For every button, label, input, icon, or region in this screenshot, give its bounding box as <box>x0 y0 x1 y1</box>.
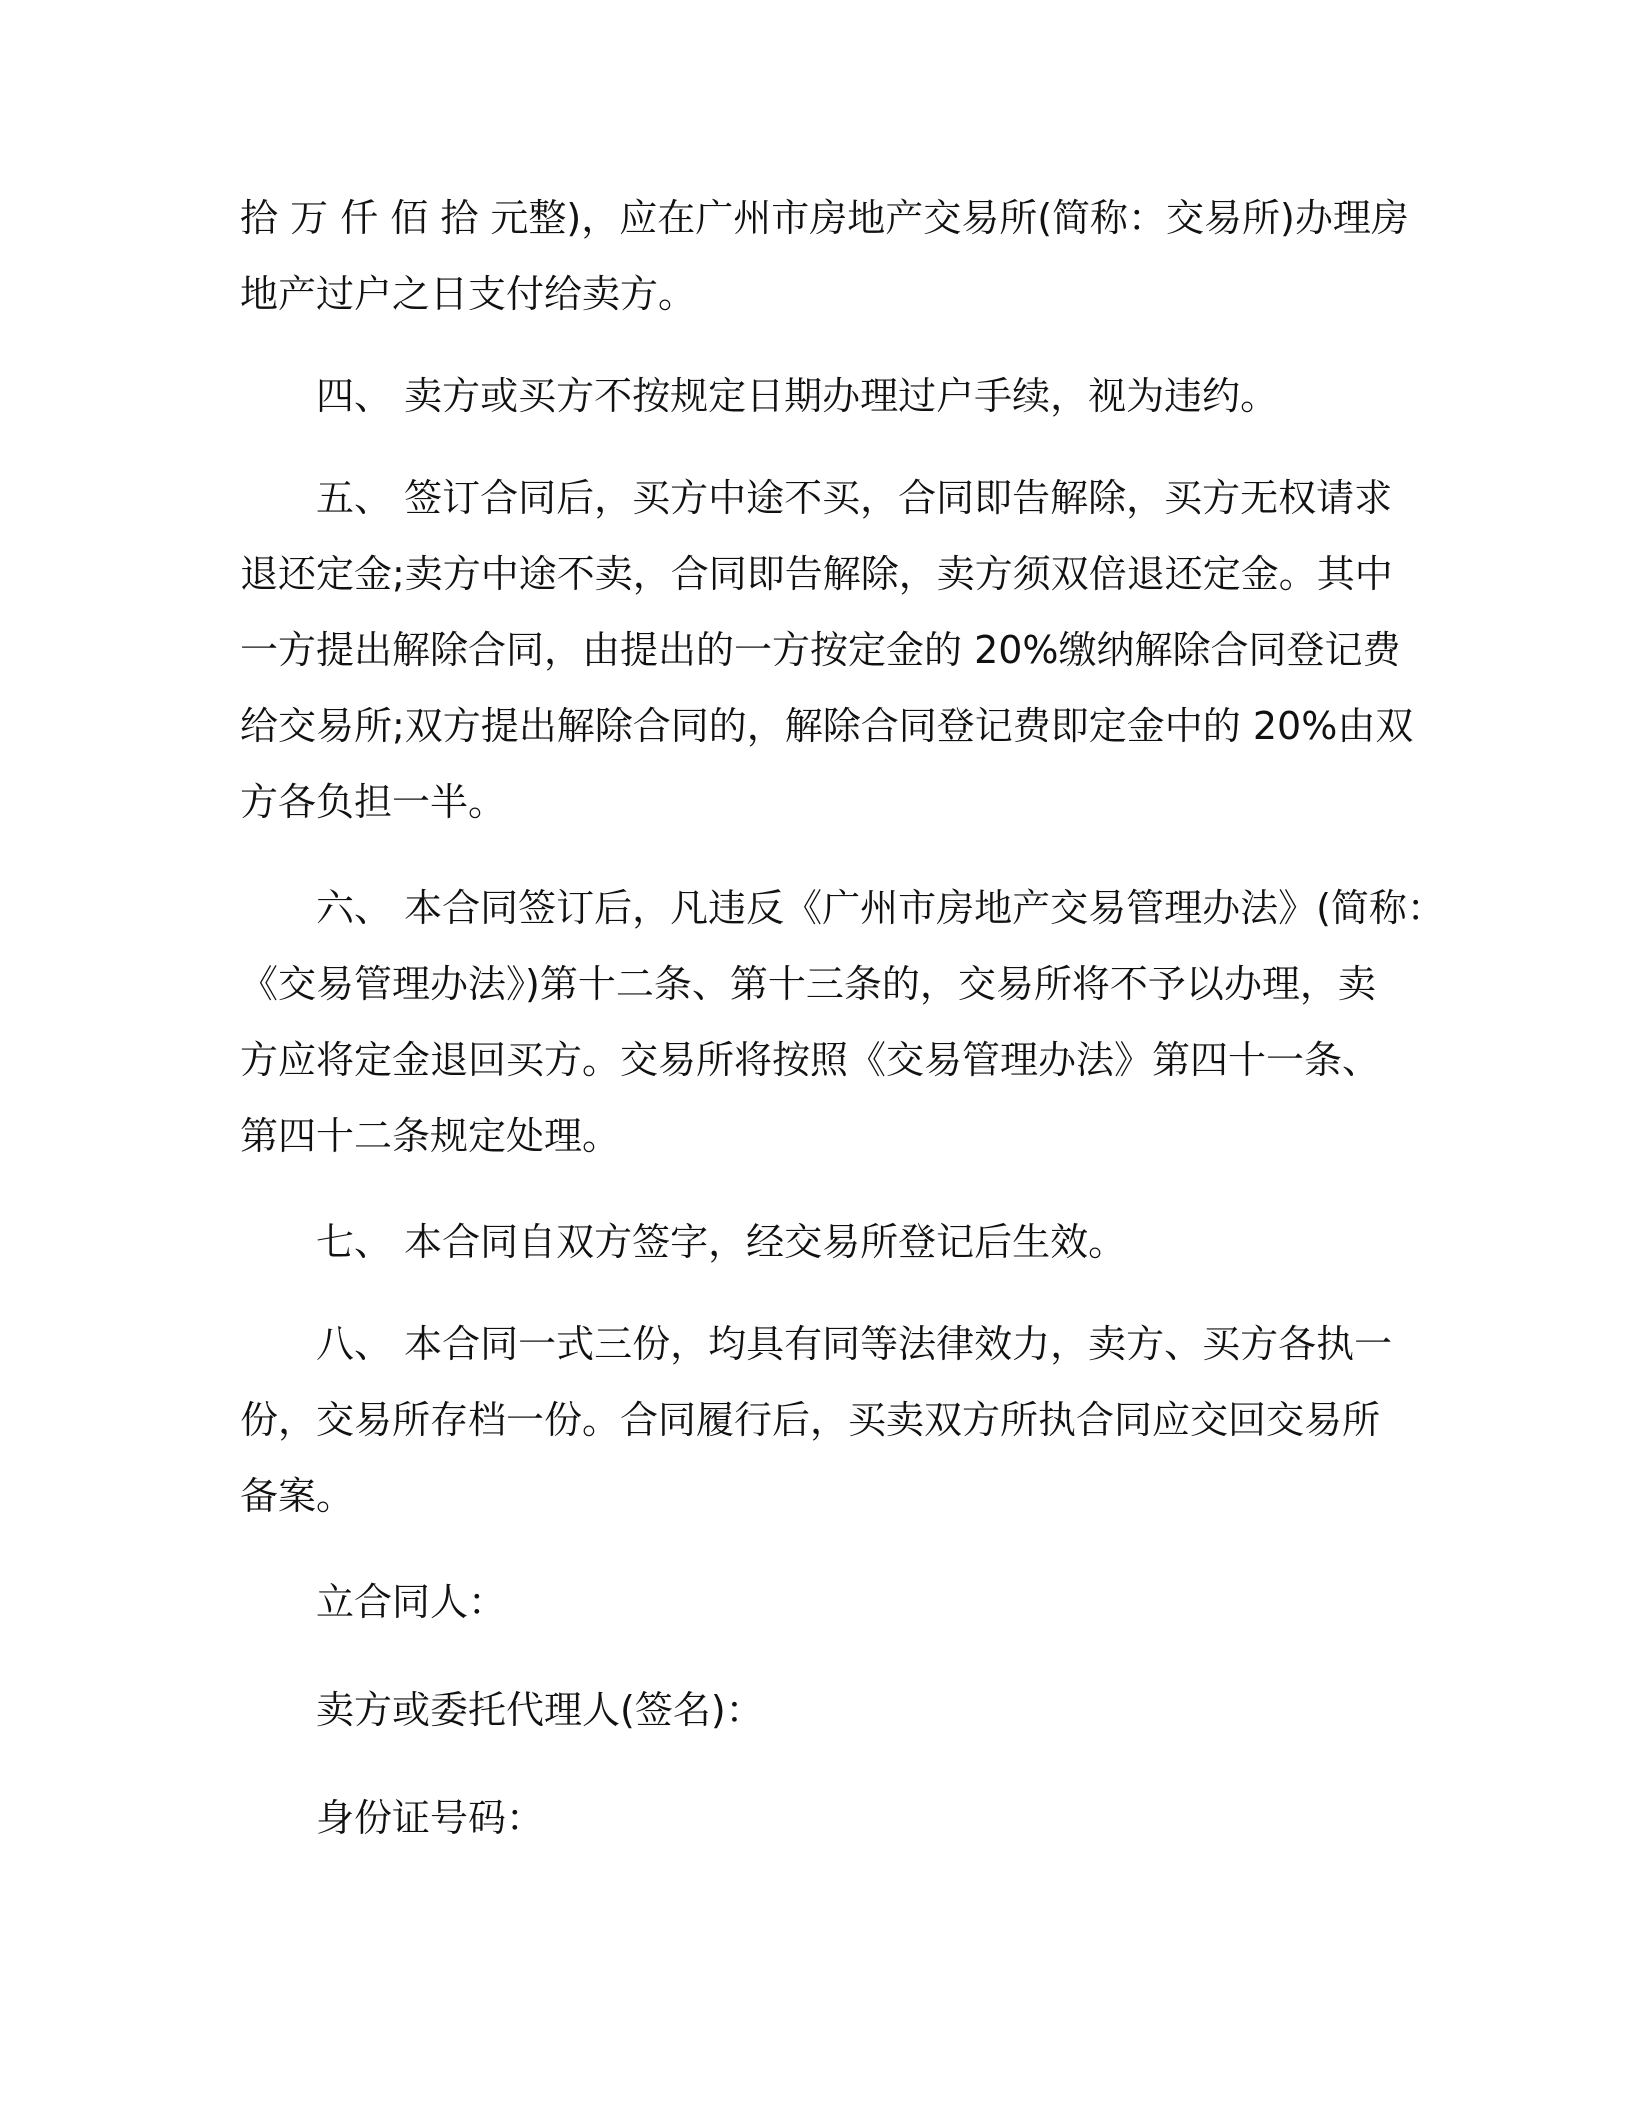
text-line: 退还定金;卖方中途不卖，合同即告解除，卖方须双倍退还定金。其中 <box>240 552 1393 596</box>
text-line: 卖方或委托代理人(签名)： <box>316 1688 764 1732</box>
text-line: 拾 万 仟 佰 拾 元整)，应在广州市房地产交易所(简称：交易所)办理房 <box>240 196 1409 240</box>
text-line: 份，交易所存档一份。合同履行后，买卖双方所执合同应交回交易所 <box>240 1398 1381 1442</box>
text-line: 四、 卖方或买方不按规定日期办理过户手续，视为违约。 <box>316 374 1279 418</box>
text-line: 五、 签订合同后，买方中途不买，合同即告解除，买方无权请求 <box>316 476 1393 520</box>
text-line: 七、 本合同自双方签字，经交易所登记后生效。 <box>316 1220 1127 1264</box>
text-line: 给交易所;双方提出解除合同的，解除合同登记费即定金中的 20%由双 <box>240 704 1414 748</box>
text-line: 方应将定金退回买方。交易所将按照《交易管理办法》第四十一条、 <box>240 1038 1381 1082</box>
text-line: 身份证号码： <box>316 1796 545 1840</box>
text-line: 备案。 <box>240 1474 355 1518</box>
text-line: 方各负担一半。 <box>240 780 507 824</box>
text-line: 《交易管理办法》)第十二条、第十三条的，交易所将不予以办理，卖 <box>240 962 1376 1006</box>
text-line: 八、 本合同一式三份，均具有同等法律效力，卖方、买方各执一 <box>316 1322 1393 1366</box>
text-line: 一方提出解除合同，由提出的一方按定金的 20%缴纳解除合同登记费 <box>240 628 1401 672</box>
text-line: 第四十二条规定处理。 <box>240 1114 621 1158</box>
text-line: 立合同人： <box>316 1580 507 1624</box>
text-line: 地产过户之日支付给卖方。 <box>240 272 697 316</box>
text-line: 六、 本合同签订后，凡违反《广州市房地产交易管理办法》(简称： <box>316 886 1445 930</box>
